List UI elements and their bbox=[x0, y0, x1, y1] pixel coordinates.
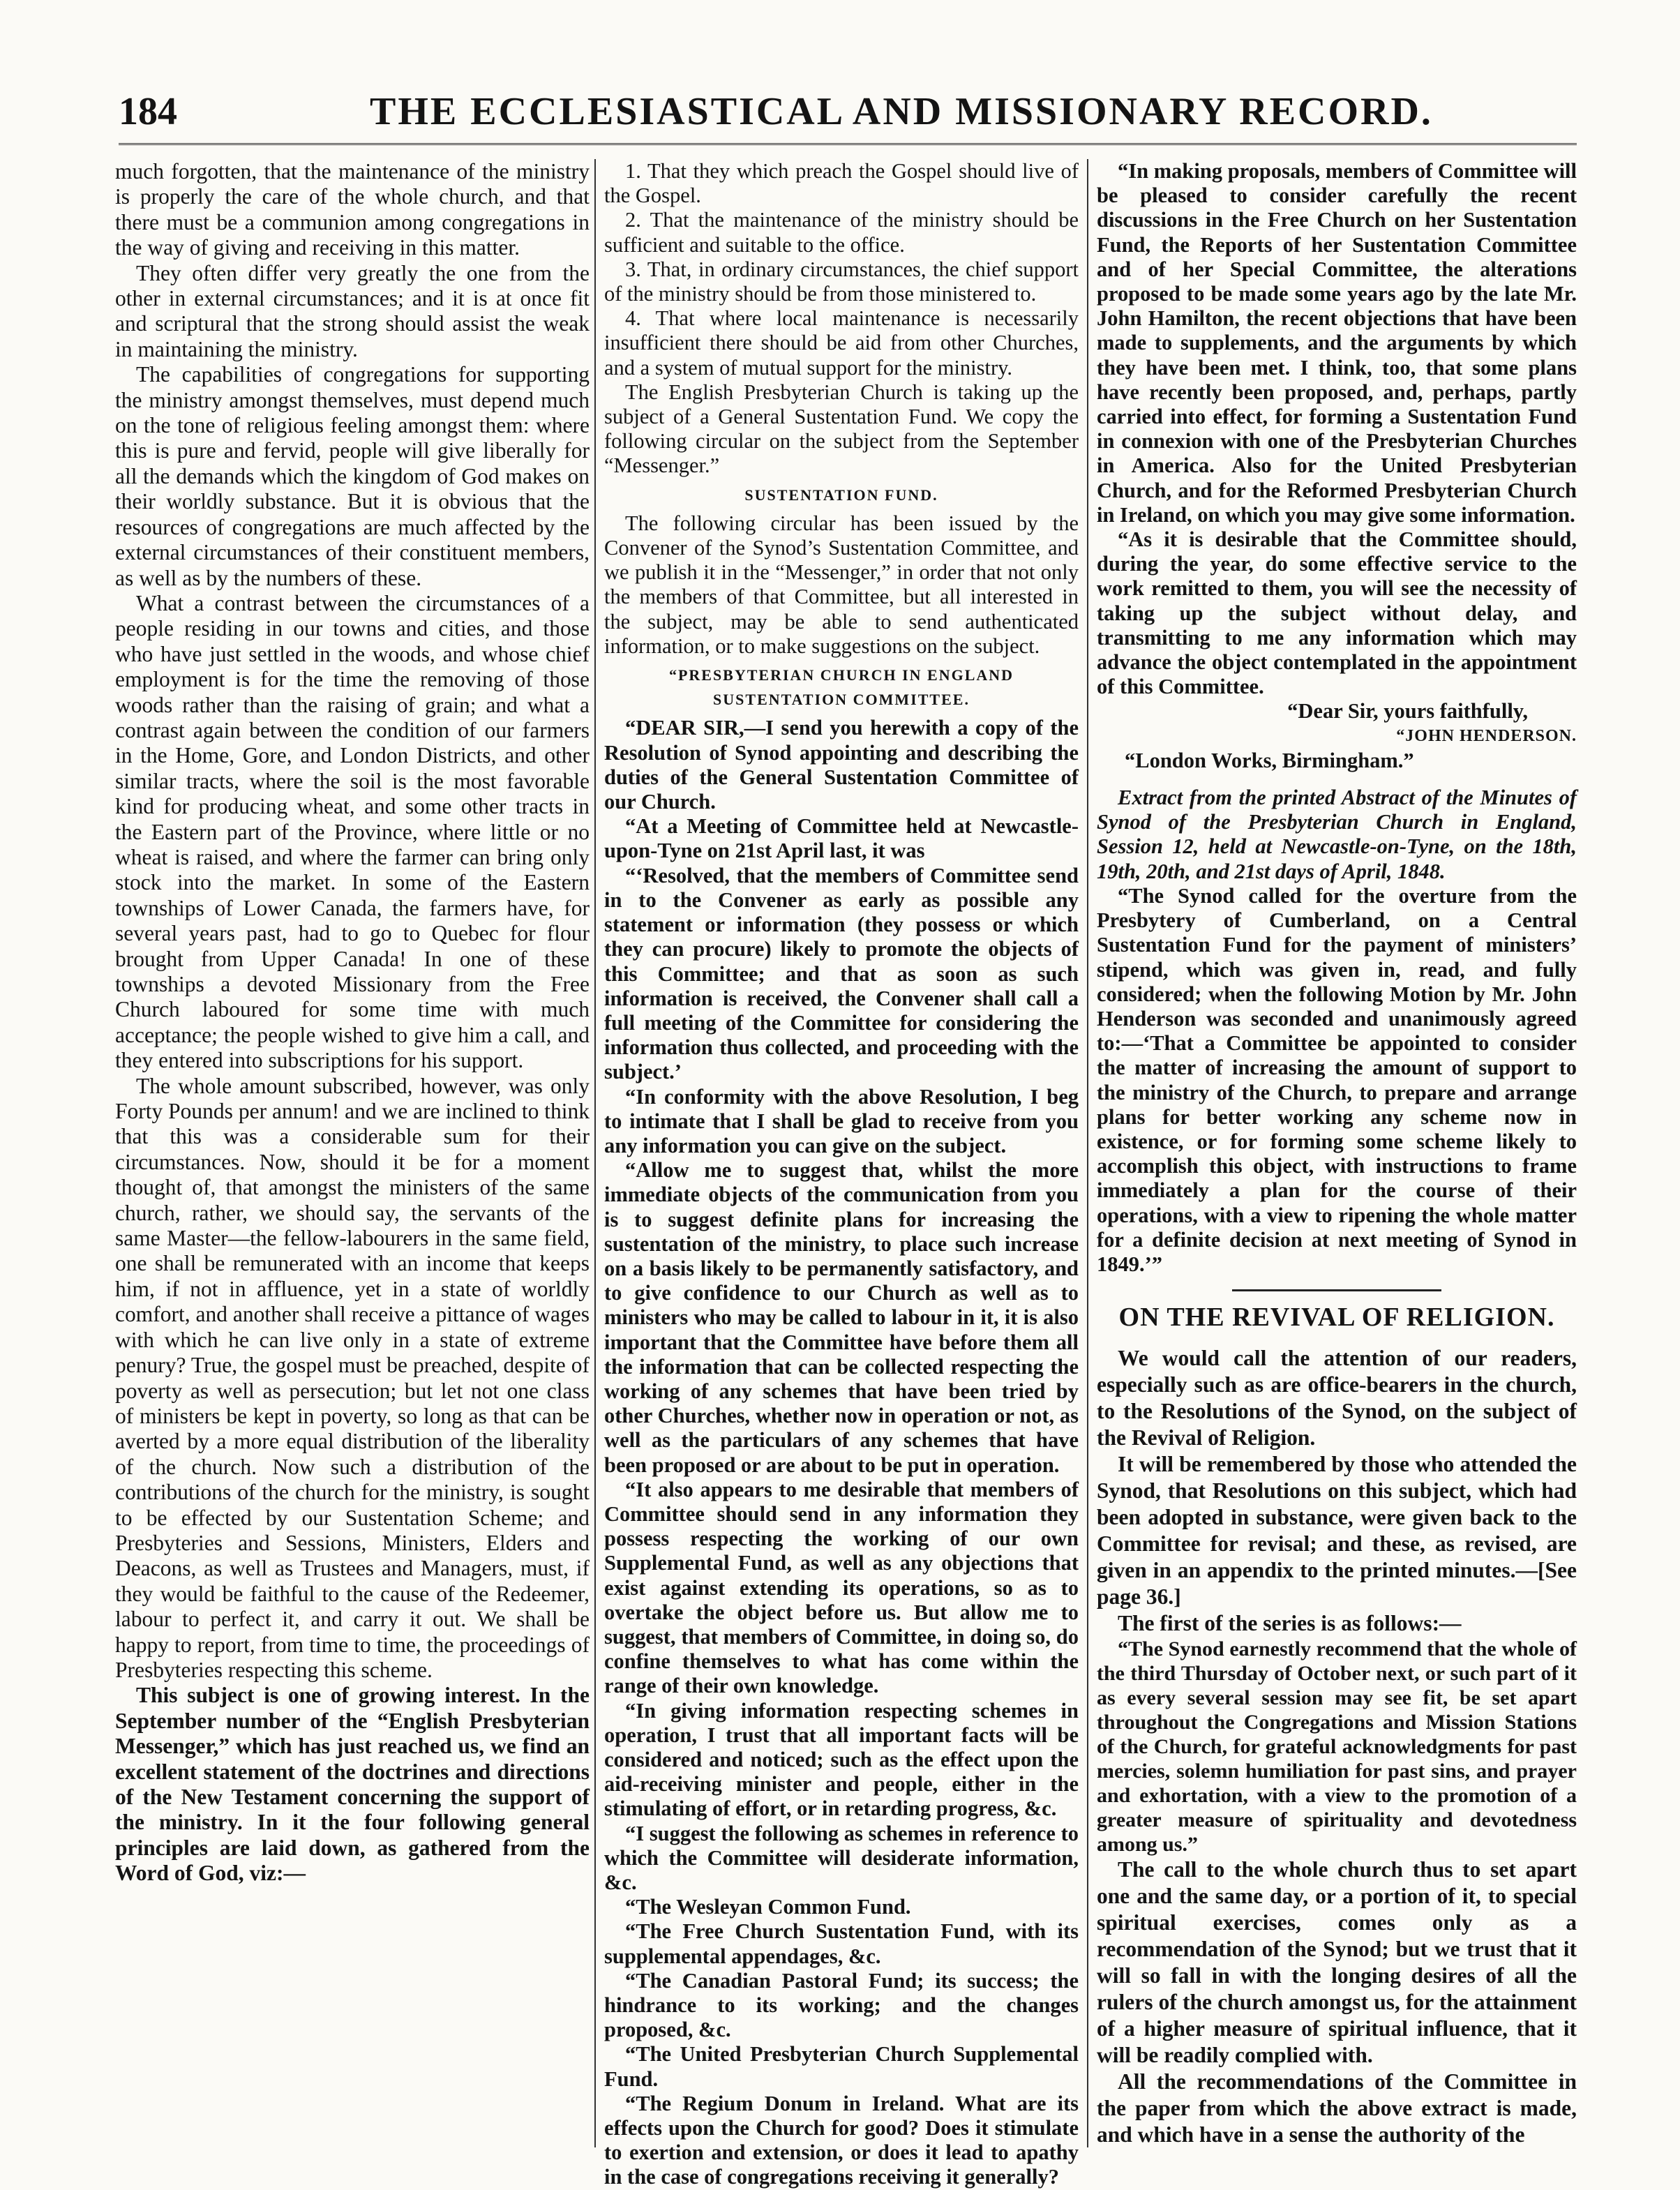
letter-paragraph: “In making proposals, members of Committee will be pleased to consider carefully the recent discussions in the Free Church on her Sustentation Fund, the Reports of her Sustentation Committee and of her Special Committee, the alterations proposed to be made some years ago by the late Mr. John Hamilton, the recent objections that have been made to supplements, and the arguments by which they have been met. I think, too, that some plans have recently been proposed, and, perhaps, partly carried into effect, for forming a Sustentation Fund in connexion with one of the Presbyterian Churches in America. Also for the United Presbyterian Church, and for the Reformed Presbyterian Church in Ireland, on which you may give some information. bbox=[1097, 159, 1577, 527]
letter-paragraph: “The Canadian Pastoral Fund; its success; the hindrance to its working; and the changes proposed, &c. bbox=[604, 1968, 1079, 2042]
circular-letter bbox=[604, 716, 1079, 2189]
extract-heading: Extract from the printed Abstract of the Minutes of Synod of the Presbyterian Church in England, Session 12, held at Newcastle-on-Tyne, on the 18th, 19th, 20th, and 21st days of April, 1848. bbox=[1097, 786, 1577, 883]
letter-paragraph: “In giving information respecting schemes in operation, I trust that all important facts will be considered and noticed; such as the effect upon the aid-receiving minister and people, either in the stimulating of effort, or in retarding progress, &c. bbox=[604, 1698, 1079, 1821]
letter-paragraph: “The Free Church Sustentation Fund, with its supplemental appendages, &c. bbox=[604, 1919, 1079, 1968]
paragraph: It will be remembered by those who attended the Synod, that Resolutions on this subject, which had been adopted in substance, were given back to the Committee for revisal; and these, as revised, are given in an appendix to the printed minutes.—[See page 36.] bbox=[1097, 1452, 1577, 1610]
letter-paragraph: “As it is desirable that the Committee should, during the year, do some effective service to the work remitted to them, you will see the necessity of taking up the subject without delay, and transmitting to me any information which may advance the object contemplated in the appointment of this Committee. bbox=[1097, 527, 1577, 699]
paragraph: This subject is one of growing interest. In the September number of the “English Presbyterian Messenger,” which has just reached us, we find an excellent statement of the doctrines and directions of the New Testament concerning the support of the ministry. In it the four following general principles are laid down, as gathered from the Word of God, viz:— bbox=[115, 1683, 590, 1886]
extract-paragraph: “The Synod called for the overture from the Presbytery of Cumberland, on a Central Sustentation Fund for the payment of ministers’ stipend, which was given in, read, and fully considered; when the following Motion by Mr. John Henderson was seconded and unanimously agreed to:—‘That a Committee be appointed to consider the matter of increasing the amount of support to the ministry of the Church, to prepare and arrange plans for better working any scheme now in existence, or for forming some scheme likely to accomplish this object, with instructions to frame immediately a plan for the course of their operations, with a view to ripening the whole matter for a definite decision at next meeting of Synod in 1849.’” bbox=[1097, 883, 1577, 1276]
column-1 bbox=[115, 159, 590, 2147]
letter-paragraph: “I suggest the following as schemes in reference to which the Committee will desiderate information, &c. bbox=[604, 1821, 1079, 1895]
letter-paragraph: “Allow me to suggest that, whilst the more immediate objects of the communication from you is to suggest definite plans for increasing the sustentation of the ministry, to place such increase on a basis likely to be permanently satisfactory, and to give confidence to our Church as well as to ministers who may be called to labour in it, it is also important that the Committee have before them all the information that can be collected respecting the working of any schemes that have been tried by other Churches, whether now in operation or not, as well as the particulars of any schemes that have been proposed or are about to be put in operation. bbox=[604, 1158, 1079, 1477]
header-rule bbox=[119, 143, 1577, 145]
letter-paragraph: “It also appears to me desirable that members of Committee should send in any information they possess respecting the working of our own Supplemental Fund, as well as any objections that exist against extending its operations, so as to overtake the object before us. But allow me to suggest, that members of Committee, in doing so, do confine themselves to what has come within the range of their own knowledge. bbox=[604, 1477, 1079, 1698]
letter-paragraph: “In conformity with the above Resolution, I beg to intimate that I shall be glad to receive from you any information you can give on the subject. bbox=[604, 1084, 1079, 1157]
principle-item: 3. That, in ordinary circumstances, the chief support of the ministry should be from those ministered to. bbox=[604, 257, 1079, 306]
subheading-committee: “PRESBYTERIAN CHURCH IN ENGLAND SUSTENTATION COMMITTEE. bbox=[668, 666, 1014, 709]
paragraph: much forgotten, that the maintenance of the ministry is properly the care of the whole church, and that there must be a communion among congregations in the way of giving and receiving in this matter. bbox=[115, 159, 590, 260]
paragraph: They often differ very greatly the one from the other in external circumstances; and it is at once fit and scriptural that the strong should assist the weak in maintaining the ministry. bbox=[115, 260, 590, 361]
paragraph: We would call the attention of our readers, especially such as are office-bearers in the church, to the Resolutions of the Synod, on the subject of the Revival of Religion. bbox=[1097, 1346, 1577, 1450]
column-3 bbox=[1097, 159, 1577, 2147]
principle-item: 1. That they which preach the Gospel should live of the Gospel. bbox=[604, 159, 1079, 208]
publication-title: THE ECCLESIASTICAL AND MISSIONARY RECORD. bbox=[370, 90, 1433, 133]
principle-item: 4. That where local maintenance is necessarily insufficient there should be aid from other Churches, and a system of mutual support for the ministry. bbox=[604, 306, 1079, 380]
paragraph: The capabilities of congregations for supporting the ministry amongst themselves, must depend much on the tone of religious feeling amongst them: where this is pure and fervid, people will give liberally for all the demands which the kingdom of God makes on their worldly substance. But it is obvious that the resources of congregations are much affected by the external circumstances of their constituent members, as well as by the numbers of these. bbox=[115, 362, 590, 590]
circular-letter-continued bbox=[1097, 159, 1577, 699]
section-title: ON THE REVIVAL OF RELIGION. bbox=[1118, 1303, 1555, 1333]
page-header bbox=[119, 85, 1577, 141]
paragraph: The following circular has been issued by the Convener of the Synod’s Sustentation Committee, and we publish it in the “Messenger,” in order that not only the members of that Committee, but all interested in the subject, may be able to send authenticated information, or to make suggestions on the subject. bbox=[604, 511, 1079, 658]
principle-item: 2. That the maintenance of the ministry should be sufficient and suitable to the office. bbox=[604, 208, 1079, 257]
synod-extract bbox=[1097, 884, 1577, 1277]
letter-closing: “Dear Sir, yours faithfully, bbox=[1287, 699, 1528, 723]
letter-address: “London Works, Birmingham.” bbox=[1125, 748, 1414, 772]
revival-article bbox=[1097, 1345, 1577, 2148]
paragraph: The whole amount subscribed, however, was only Forty Pounds per annum! and we are inclined to think that this was a considerable sum for their circumstances. Now, should it be for a moment thought of, that amongst the ministers of the same church, rather, we should say, the servants of the same Master—the fellow-labourers in the same field, one shall be remunerated with an income that keeps him, if not in affluence, yet in a state of worldly comfort, and another shall receive a pittance of wages with which he can live only in a state of extreme penury? True, the gospel must be preached, despite of poverty as well as persecution; but let not one class of ministers be kept in poverty, so long as that can be averted by a more equal distribution of the liberality of the church. Now such a distribution of the contributions of the church for the ministry, is sought to be effected by our Sustentation Scheme; and Presbyteries and Sessions, Ministers, Elders and Deacons, as well as Trustees and Managers, must, if they would be faithful to the cause of the Redeemer, labour to perfect it, and carry it out. We shall be happy to report, from time to time, the proceedings of Presbyteries respecting this scheme. bbox=[115, 1073, 590, 1682]
letter-paragraph: “The Regium Donum in Ireland. What are its effects upon the Church for good? Does it stimulate to exertion and extension, or does it lead to apathy in the case of congregations receiving it generally? bbox=[604, 2091, 1079, 2189]
letter-paragraph: “‘Resolved, that the members of Committee send in to the Convener as early as possible any statement or information (they possess or which they can procure) likely to promote the objects of this Committee; and that as soon as such information is received, the Convener shall call a full meeting of the Committee for considering the information thus collected, and proceeding with the subject.’ bbox=[604, 863, 1079, 1084]
letter-signatory: “JOHN HENDERSON. bbox=[1396, 726, 1577, 745]
letter-paragraph: “DEAR SIR,—I send you herewith a copy of the Resolution of Synod appointing and describing the duties of the General Sustentation Committee of our Church. bbox=[604, 716, 1079, 814]
subheading-sustentation-fund: SUSTENTATION FUND. bbox=[744, 486, 938, 504]
quote-paragraph: “The Synod earnestly recommend that the whole of the third Thursday of October next, or such part of it as every several session may see fit, be set apart throughout the Congregations and Mission Stations of the Church, for grateful acknowledgments for past mercies, solemn humiliation for past sins, and prayer and exhortation, with a view to the promotion of a greater measure of spirituality and devotedness among us.” bbox=[1097, 1637, 1577, 1857]
column-divider bbox=[1087, 159, 1088, 2147]
page-number: 184 bbox=[119, 90, 177, 133]
letter-paragraph: “At a Meeting of Committee held at Newcastle-upon-Tyne on 21st April last, it was bbox=[604, 814, 1079, 863]
letter-paragraph: “The Wesleyan Common Fund. bbox=[625, 1895, 911, 1919]
column-divider bbox=[594, 159, 596, 2147]
letter-paragraph: “The United Presbyterian Church Supplemental Fund. bbox=[604, 2042, 1079, 2091]
paragraph: All the recommendations of the Committee in the paper from which the above extract is made, and which have in a sense the authority of the bbox=[1097, 2069, 1577, 2147]
paragraph: What a contrast between the circumstances of a people residing in our towns and cities, and those who have just settled in the woods, and whose chief employment is for the time the removing of those woods rather than the raising of grain; and what a contrast again between the condition of our farmers in the Home, Gore, and London Districts, and other similar tracts, where the soil is the most favorable kind for producing wheat, and some other tracts in the Eastern part of the Province, where little or no wheat is raised, and where the farmer can bring only stock into the market. In some of the Eastern townships of Lower Canada, the farmers have, for several years past, had to go to Quebec for flour brought from Upper Canada! In one of these townships a devoted Missionary from the Free Church laboured for some time with much acceptance; the people wished to give him a call, and they entered into subscriptions for his support. bbox=[115, 590, 590, 1073]
paragraph: The first of the series is as follows:— bbox=[1118, 1611, 1462, 1636]
section-rule bbox=[1232, 1289, 1441, 1291]
paragraph: The English Presbyterian Church is taking up the subject of a General Sustentation Fund. We copy the following circular on the subject from the September “Messenger.” bbox=[604, 380, 1079, 478]
paragraph: The call to the whole church thus to set apart one and the same day, or a portion of it, to special spiritual exercises, comes only as a recommendation of the Synod; but we trust that it will so fall in with the longing desires of all the rulers of the church amongst us, for the attainment of a higher measure of spiritual influence, that it will be readily complied with. bbox=[1097, 1857, 1577, 2068]
column-2 bbox=[604, 159, 1079, 2189]
